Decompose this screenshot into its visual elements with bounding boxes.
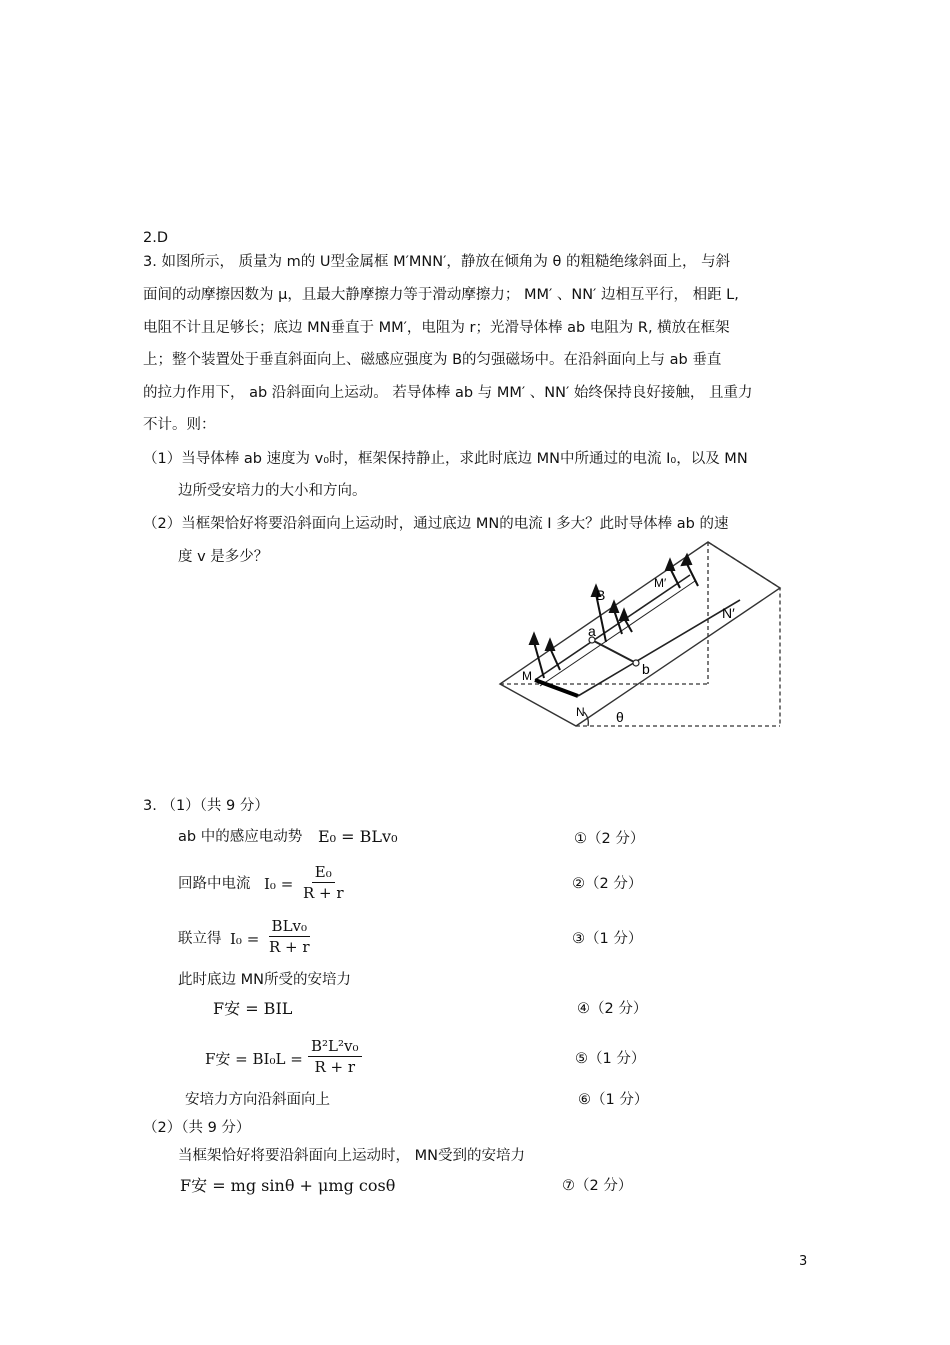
step-2-score: ②（2 分） (572, 876, 643, 892)
step-2-text: 回路中电流 (178, 876, 251, 892)
label-theta: θ (616, 709, 624, 725)
problem-line: 上；整个装置处于垂直斜面向上、磁感应强度为 B的匀强磁场中。在沿斜面向上与 ab 垂直 (143, 352, 722, 368)
question-1-cont: 边所受安培力的大小和方向。 (178, 483, 367, 499)
step-3-text: 联立得 (178, 931, 222, 947)
incline-diagram (480, 530, 800, 730)
incline-plane (500, 542, 780, 726)
step-5-score: ⑤（1 分） (575, 1051, 646, 1067)
step-4-text: 此时底边 MN所受的安培力 (178, 972, 351, 988)
step-3-fraction (266, 917, 313, 956)
label-B: B (596, 587, 606, 603)
step-2-denominator: R + r (303, 884, 344, 902)
question-2-cont: 度 v 是多少？ (178, 549, 269, 565)
previous-answer: 2.D (143, 230, 168, 246)
question-1: （1）当导体棒 ab 速度为 v₀时，框架保持静止，求此时底边 MN中所通过的电流 I₀，以及 MN (143, 451, 748, 467)
label-N: N (576, 705, 585, 719)
step-1-equation: E₀ = BLv₀ (318, 827, 398, 846)
label-b: b (642, 661, 650, 677)
problem-line: 面间的动摩擦因数为 μ，且最大静摩擦力等于滑动摩擦力； MM′ 、NN′ 边相互平行， 相距 L, (143, 287, 739, 303)
label-M-prime: M′ (654, 576, 667, 590)
step-5-numerator: B²L²v₀ (308, 1037, 362, 1057)
rod-end-b (633, 660, 639, 666)
solution-header-2: （2）（共 9 分） (143, 1120, 251, 1136)
step-7-equation: F安 = mg sinθ + μmg cosθ (180, 1176, 396, 1195)
step-6-text: 安培力方向沿斜面向上 (185, 1092, 330, 1108)
step-3-denominator: R + r (269, 938, 310, 956)
bottom-edge-mn (535, 680, 578, 696)
problem-line: 3. 如图所示， 质量为 m的 U型金属框 M′MNN′，静放在倾角为 θ 的粗糙绝缘斜面上， 与斜 (143, 254, 731, 270)
label-a: a (588, 623, 596, 639)
step-2-numerator: E₀ (312, 863, 335, 883)
rail-mm-outer (540, 581, 695, 686)
dashed-support (708, 542, 780, 726)
problem-line: 不计。则： (143, 417, 216, 433)
rod-ab (592, 640, 636, 663)
step-2-lhs: I₀ = (264, 875, 294, 893)
label-N-prime: N′ (722, 605, 735, 621)
step-5-denominator: R + r (314, 1058, 356, 1076)
step-5-lhs: F安 = BI₀L = (205, 1050, 303, 1068)
problem-line: 电阻不计且足够长；底边 MN垂直于 MM′，电阻为 r；光滑导体棒 ab 电阻为 R, 横放在框架 (143, 320, 730, 336)
step-5-fraction (308, 1037, 362, 1076)
page-number: 3 (799, 1254, 808, 1269)
label-M: M (522, 669, 532, 683)
step-2-fraction (300, 863, 347, 902)
solution-header-1: 3. （1）（共 9 分） (143, 798, 269, 814)
step-4-equation: F安 = BIL (213, 999, 293, 1018)
step-4-score: ④（2 分） (577, 1001, 648, 1017)
field-arrows (530, 555, 698, 678)
step-6-score: ⑥（1 分） (578, 1092, 649, 1108)
step-3-score: ③（1 分） (572, 931, 643, 947)
step-7-text: 当框架恰好将要沿斜面向上运动时， MN受到的安培力 (178, 1148, 525, 1164)
step-3-lhs: I₀ = (230, 930, 260, 948)
step-3-numerator: BLv₀ (269, 917, 310, 937)
step-7-score: ⑦（2 分） (562, 1178, 633, 1194)
question-2: （2）当框架恰好将要沿斜面向上运动时，通过底边 MN的电流 I 多大？此时导体棒 ab 的速 (143, 516, 729, 532)
step-1-score: ①（2 分） (574, 831, 645, 847)
problem-line: 的拉力作用下， ab 沿斜面向上运动。 若导体棒 ab 与 MM′ 、NN′ 始终保持良好接触， 且重力 (143, 385, 753, 401)
step-1-text: ab 中的感应电动势 (178, 829, 303, 845)
